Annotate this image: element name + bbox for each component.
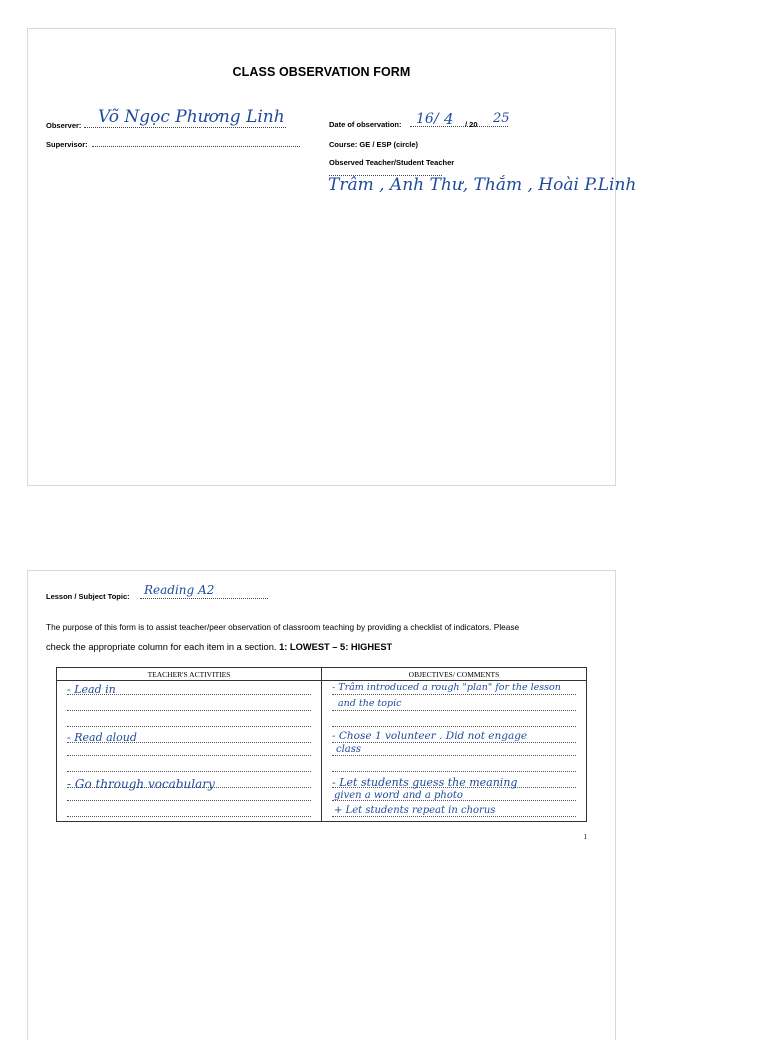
activity-item: - Lead in	[67, 683, 116, 696]
supervisor-dotted-line	[92, 146, 300, 147]
form-page-2	[27, 570, 616, 1040]
comment-line: - Chose 1 volunteer . Did not engage	[332, 730, 528, 742]
date-year-handwriting: 25	[493, 111, 510, 126]
comment-line: - Let students guess the meaning	[332, 776, 518, 789]
comment-line: given a word and a photo	[334, 790, 463, 801]
lesson-topic-handwriting: Reading A2	[144, 583, 215, 597]
activities-column	[57, 681, 322, 822]
observer-label: Observer:	[46, 121, 82, 130]
comment-line: - Trâm introduced a rough "plan" for the lesson	[332, 682, 561, 693]
comments-column	[322, 681, 587, 822]
date-day-handwriting: 16	[416, 111, 434, 127]
comment-line: and the topic	[338, 698, 402, 709]
lesson-topic-label: Lesson / Subject Topic:	[46, 592, 130, 601]
purpose-text-line-1: The purpose of this form is to assist teacher/peer observation of classroom teaching by providing a checklist of indicators. Please	[46, 622, 520, 632]
purpose-text-line-2: check the appropriate column for each item in a section. 1: LOWEST – 5: HIGHEST	[46, 642, 393, 652]
date-year-prefix: / 20	[465, 120, 478, 129]
observer-handwriting: Võ Ngọc Phương Linh	[98, 107, 285, 127]
activity-item: - Read aloud	[67, 731, 137, 744]
course-label: Course: GE / ESP (circle)	[329, 140, 419, 149]
lesson-topic-dotted-line	[140, 598, 268, 599]
col-header-activities: TEACHER'S ACTIVITIES	[57, 668, 322, 681]
form-page-1	[27, 28, 637, 486]
date-separator-1: /	[434, 111, 439, 127]
activities-table	[56, 667, 587, 822]
col-header-comments: OBJECTIVES/ COMMENTS	[322, 668, 587, 681]
comment-line: class	[336, 744, 362, 755]
observed-teacher-handwriting: Trâm , Anh Thư, Thắm , Hoài P.Linh	[328, 175, 637, 195]
form-title: CLASS OBSERVATION FORM	[232, 65, 411, 79]
page-number: 1	[583, 833, 587, 841]
supervisor-label: Supervisor:	[46, 140, 88, 149]
activity-item: - Go through vocabulary	[67, 777, 215, 791]
observed-teacher-label: Observed Teacher/Student Teacher	[329, 158, 455, 167]
observer-dotted-line	[84, 127, 286, 128]
date-month-handwriting: 4	[444, 110, 454, 128]
rating-scale: 1: LOWEST – 5: HIGHEST	[279, 642, 393, 652]
comment-line: + Let students repeat in chorus	[334, 805, 496, 816]
date-label: Date of observation:	[329, 120, 402, 129]
